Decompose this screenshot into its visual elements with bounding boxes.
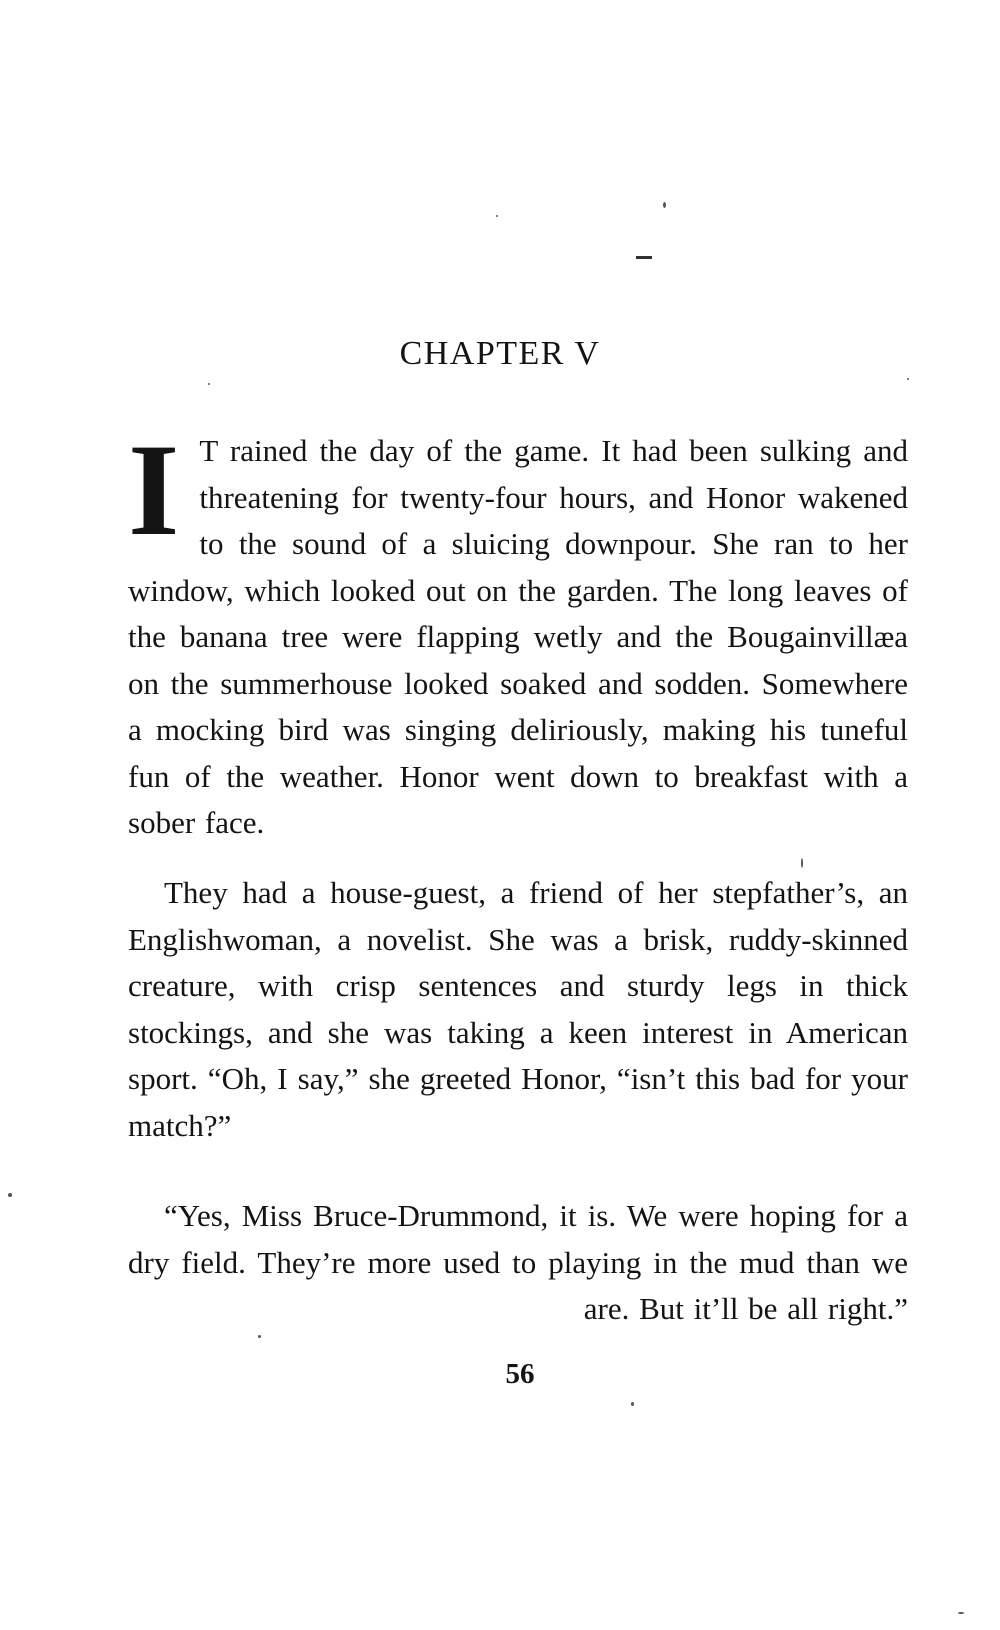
scan-speck	[496, 215, 498, 217]
scan-speck	[8, 1193, 12, 1197]
paragraph-3: “Yes, Miss Bruce-Drummond, it is. We were hoping for a dry field. They’re more used to playing in the mud than we are. But it’ll be all right.”	[128, 1198, 908, 1326]
chapter-title: CHAPTER V	[399, 335, 601, 372]
scan-mark	[636, 256, 652, 259]
scan-speck	[907, 378, 909, 380]
page-number: 56	[505, 1358, 535, 1390]
paragraph-2: They had a house-guest, a friend of her stepfather’s, an Englishwoman, a novelist. She was a brisk, ruddy-skinned creature, with crisp sentences and sturdy legs in thick stockings, and she was taking a keen interest in American sport. “Oh, I say,” she greeted Honor, “isn’t this bad for your match?”	[128, 875, 908, 1143]
scan-speck	[958, 1612, 964, 1614]
scan-speck	[663, 202, 666, 208]
scan-speck	[631, 1402, 634, 1406]
scan-speck	[208, 383, 210, 385]
scan-speck	[258, 1335, 261, 1338]
drop-cap: I	[128, 416, 180, 563]
paragraph-1	[128, 416, 908, 847]
scan-speck	[801, 858, 803, 868]
paragraph-1-text: T rained the day of the game. It had been sulking and threatening for twenty-four hours, and Honor wakened to the sound of a sluicing downpour. She ran to her window, which looked out on the garden. The long leaves of the banana tree were flapping wetly and the Bougainvillæa on the summerhouse looked soaked and sodden. Somewhere a mocking bird was singing deliriously, making his tuneful fun of the weather. Honor went down to breakfast with a sober face.	[128, 433, 908, 840]
